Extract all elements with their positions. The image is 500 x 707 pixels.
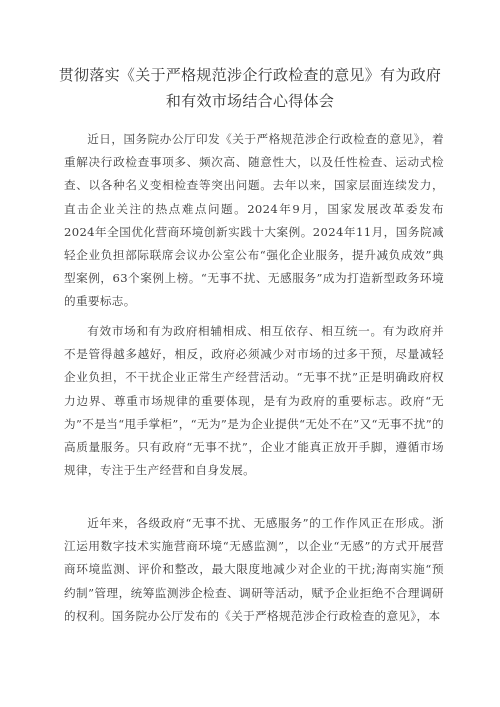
document-title-line-2: 和有效市场结合心得体会 (165, 92, 335, 110)
body-paragraph-2: 有效市场和有为政府相辅相成、相互依存、相互统一。有为政府并不是管得越多越好，相反，政府必须减少对市场的过多干预，尽量减轻企业负担，不干扰企业正常生产经营活动。“无事不扰”正是明确政府权力边界、尊重市场规律的重要体现，是有为政府的重要标志。政府“无为”不是当“甩手掌柜”，“无为”是为企业提供“无处不在”又“无事不扰”的高质量服务。只有政府“无事不扰”，企业才能真正放开手脚，遵循市场规律，专注于生产经营和自身发展。 (64, 324, 444, 478)
document-title-line-1: 贯彻落实《关于严格规范涉企行政检查的意见》有为政府 (58, 66, 442, 84)
body-paragraph-1: 近日，国务院办公厅印发《关于严格规范涉企行政检查的意见》，着重解决行政检查事项多、频次高、随意性大，以及任性检查、运动式检查、以各种名义变相检查等突出问题。去年以来，国家层面连续发力，直击企业关注的热点难点问题。2024年9月，国家发展改革委发布2024年全国优化营商环境创新实践十大案例。2024年11月，国务院减轻企业负担部际联席会议办公室公布“强化企业服务，提升减负成效”典型案例，63个案例上榜。“无事不扰、无感服务”成为打造新型政务环境的重要标志。 (64, 132, 444, 309)
body-paragraph-3: 近年来，各级政府“无事不扰、无感服务”的工作作风正在形成。浙江运用数字技术实施营商环境“无感监测”，以企业“无感”的方式开展营商环境监测、评价和整改，最大限度地减少对企业的干扰;海南实施“预约制”管理，统筹监测涉企检查、调研等活动，赋予企业拒绝不合理调研的权利。国务院办公厅发布的《关于严格规范涉企行政检查的意见》，本 (64, 516, 444, 623)
